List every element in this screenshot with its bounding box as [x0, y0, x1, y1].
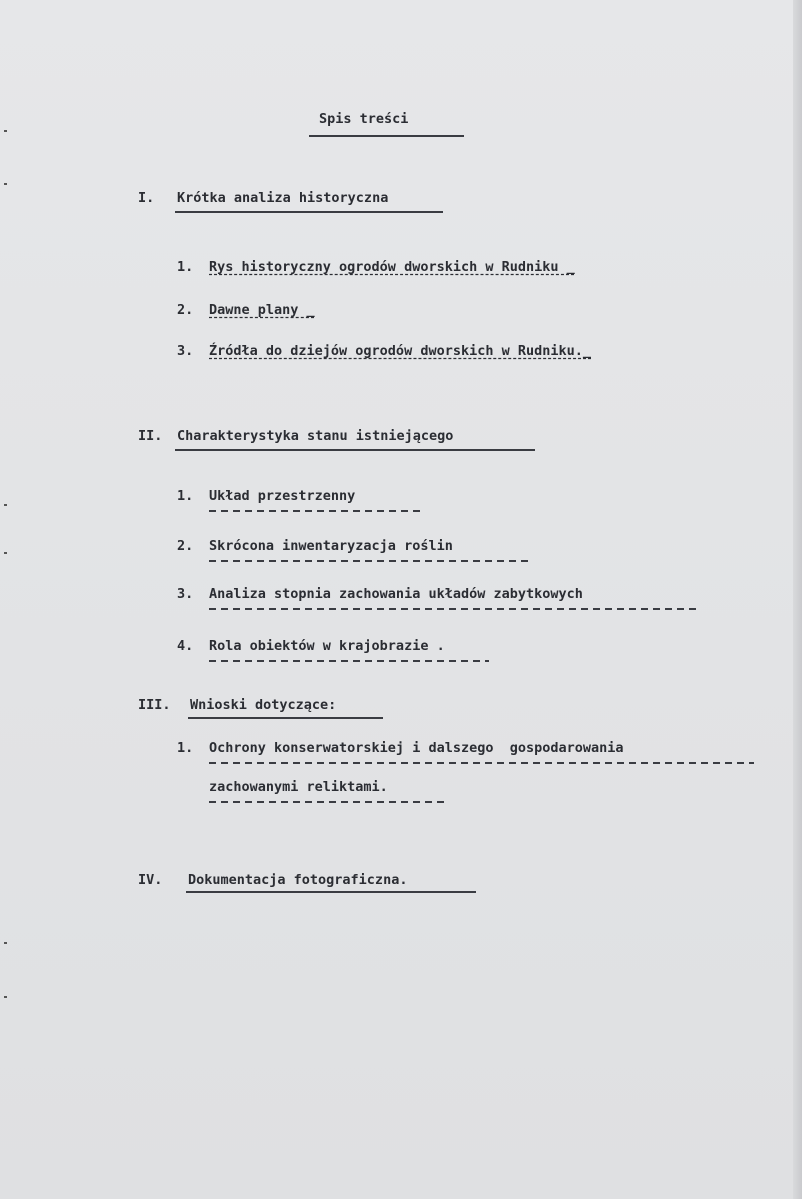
page-title: Spis treści	[319, 111, 409, 127]
item-3-1-text: Ochrony konserwatorskiej i dalszego gospodarowania	[209, 740, 624, 756]
item-2-4-number: 4.	[177, 638, 194, 654]
title-underline	[309, 135, 464, 137]
binding-mark	[4, 130, 7, 132]
section-2-numeral: II.	[138, 428, 163, 444]
item-2-3-underline	[209, 608, 699, 610]
item-1-3-number: 3.	[177, 343, 194, 359]
item-2-4-text: Rola obiektów w krajobrazie .	[209, 638, 445, 654]
item-3-1-number: 1.	[177, 740, 194, 756]
item-2-1-underline	[209, 510, 421, 512]
item-2-1-text: Układ przestrzenny	[209, 488, 356, 504]
item-2-3-number: 3.	[177, 586, 194, 602]
section-3-underline	[188, 717, 383, 719]
section-2-underline	[175, 449, 535, 451]
item-2-4-underline	[209, 660, 489, 662]
item-3-1-continuation: zachowanymi reliktami.	[209, 779, 388, 795]
binding-mark	[4, 183, 7, 185]
item-1-1-text: Rys historyczny ogrodów dworskich w Rudniku _	[209, 259, 575, 275]
section-3-heading: Wnioski dotyczące:	[190, 697, 337, 713]
binding-mark	[4, 996, 7, 998]
section-4-numeral: IV.	[138, 872, 163, 888]
item-1-2-text: Dawne plany _	[209, 302, 315, 318]
section-1-heading: Krótka analiza historyczna	[177, 190, 389, 206]
item-3-1-underline	[209, 762, 754, 764]
section-4-underline	[186, 891, 476, 893]
item-1-3-text: Źródła do dziejów ogrodów dworskich w Rudniku._	[209, 343, 592, 359]
binding-mark	[4, 942, 7, 944]
item-2-1-number: 1.	[177, 488, 194, 504]
section-4-heading: Dokumentacja fotograficzna.	[188, 872, 408, 888]
item-2-2-number: 2.	[177, 538, 194, 554]
item-1-1-number: 1.	[177, 259, 194, 275]
item-2-2-text: Skrócona inwentaryzacja roślin	[209, 538, 453, 554]
section-1-underline	[175, 211, 443, 213]
item-2-2-underline	[209, 560, 529, 562]
page-edge	[793, 0, 802, 1199]
item-2-3-text: Analiza stopnia zachowania układów zabytkowych	[209, 586, 583, 602]
binding-mark	[4, 552, 7, 554]
item-1-2-number: 2.	[177, 302, 194, 318]
section-1-numeral: I.	[138, 190, 155, 206]
binding-mark	[4, 504, 7, 506]
section-3-numeral: III.	[138, 697, 171, 713]
item-3-1-continuation-underline	[209, 801, 447, 803]
section-2-heading: Charakterystyka stanu istniejącego	[177, 428, 454, 444]
